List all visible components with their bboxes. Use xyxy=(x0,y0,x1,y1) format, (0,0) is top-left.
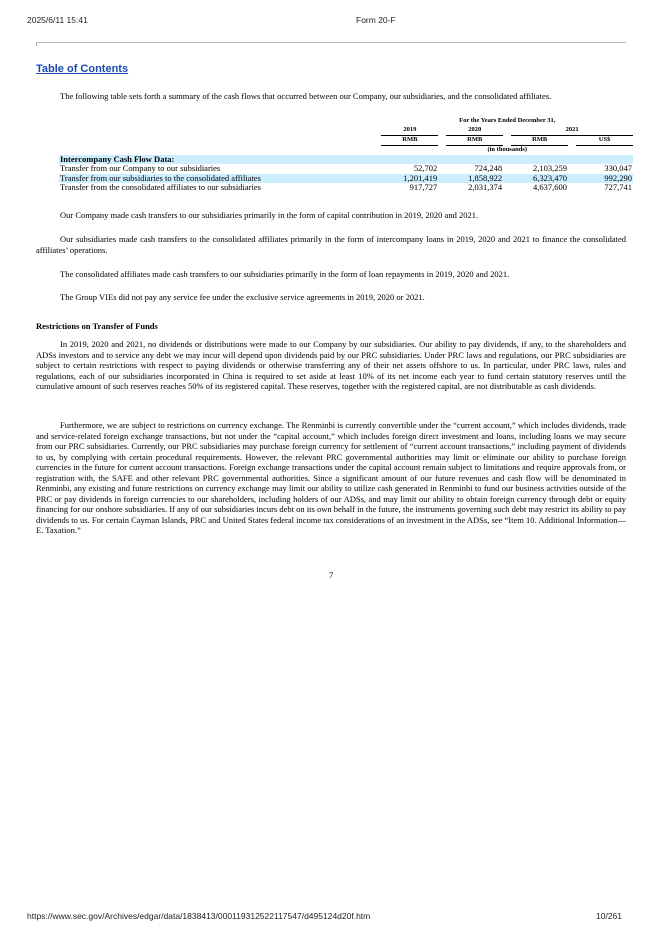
currency-2021-usd: US$ xyxy=(576,135,633,145)
row-label: Transfer from our Company to our subsidiaries xyxy=(60,163,221,173)
intro-paragraph: The following table sets forth a summary of the cash flows that occurred between our Company, our subsidiaries, and the consolidated affiliates. xyxy=(60,91,552,101)
cell-value: 724,248 xyxy=(474,163,503,173)
cell-value: 330,047 xyxy=(604,163,632,173)
cell-value: 727,741 xyxy=(604,182,632,192)
period-header: For the Years Ended December 31, xyxy=(459,117,556,124)
divider-tick xyxy=(36,42,37,46)
cell-value: 2,031,374 xyxy=(468,182,503,192)
paragraph: The consolidated affiliates made cash transfers to our subsidiaries primarily in the form of loan repayments in 2019, 2020 and 2021. xyxy=(60,269,510,279)
currency-2021-rmb: RMB xyxy=(511,135,568,145)
section-title: Intercompany Cash Flow Data: xyxy=(59,155,381,165)
year-2019: 2019 xyxy=(381,126,438,136)
year-2021: 2021 xyxy=(511,126,633,136)
cell-value: 1,858,922 xyxy=(446,174,503,184)
paragraph: Furthermore, we are subject to restrictions on currency exchange. The Renminbi is currently convertible under the “current account,” which includes dividends, trade and service-related foreign exchange transactions, but not under the “capital account,” which includes foreign direct investment and loans, including loans we may secure from our PRC subsidiaries. Currently, our PRC subsidiaries may purchase foreign currency for settlement of “current account transactions,” including payment of dividends to us, by complying with certain procedural requirements. However, the relevant PRC governmental authorities may limit or eliminate our ability to purchase foreign currencies in the future for current account transactions. Foreign exchange transactions under the capital account remain subject to limitations and require approvals from, or registration with, the SAFE and other relevant PRC governmental authorities. Since a significant amount of our future revenues and cash flow will be denominated in Renminbi, any existing and future restrictions on currency exchange may limit our ability to utilize cash generated in Renminbi to fund our business activities outside of the PRC or pay dividends in foreign currencies to our shareholders, including holders of our ADSs, and may limit our ability to obtain foreign currency through debt or equity financing for our onshore subsidiaries. If any of our subsidiaries incurs debt on its own behalf in the future, the instruments governing such debt may restrict its ability to pay dividends to us. For certain Cayman Islands, PRC and United States federal income tax considerations of an investment in the ADSs, see “Item 10. Additional Information—E. Taxation.” xyxy=(36,420,626,535)
table-of-contents-link[interactable]: Table of Contents xyxy=(36,63,129,75)
paragraph: In 2019, 2020 and 2021, no dividends or distributions were made to our Company by our subsidiaries. Our ability to pay dividends, if any, to the shareholders and ADSs investors and to service any debt we may incur will depend upon dividends paid by our PRC subsidiaries. Under PRC laws and regulations, our PRC subsidiaries are subject to certain restrictions with respect to paying dividends or otherwise transferring any of their net assets offshore to us. In particular, under PRC laws, rules and regulations, each of our subsidiaries incorporated in China is required to set aside at least 10% of its net income each year to fund certain statutory reserves until the cumulative amount of such reserves reaches 50% of its registered capital. These reserves, together with the registered capital, are not distributable as cash dividends. xyxy=(36,339,626,391)
table-row xyxy=(59,183,633,193)
currency-2019: RMB xyxy=(381,135,438,145)
row-label: Transfer from our subsidiaries to the consolidated affiliates xyxy=(59,174,381,184)
cell-value: 992,290 xyxy=(576,174,633,184)
document-url: https://www.sec.gov/Archives/edgar/data/1838413/000119312522117547/d495124d20f.htm xyxy=(27,911,371,921)
unit-note: (in thousands) xyxy=(487,146,528,154)
print-datetime: 2025/6/11 15:41 xyxy=(27,15,88,25)
currency-2020: RMB xyxy=(446,135,503,145)
print-title: Form 20-F xyxy=(356,15,396,25)
divider xyxy=(36,42,626,43)
cell-value: 1,201,419 xyxy=(381,174,438,184)
cell-value: 52,702 xyxy=(413,163,438,173)
paragraph: Our subsidiaries made cash transfers to the consolidated affiliates primarily in the form of intercompany loans in 2019, 2020 and 2021 to finance the consolidated affiliates’ operations. xyxy=(36,234,626,255)
cell-value: 4,637,600 xyxy=(533,182,568,192)
cash-flow-table xyxy=(59,116,633,193)
row-label: Transfer from the consolidated affiliates to our subsidiaries xyxy=(60,182,261,192)
paragraph: Our Company made cash transfers to our subsidiaries primarily in the form of capital contribution in 2019, 2020 and 2021. xyxy=(60,210,479,220)
section-heading: Restrictions on Transfer of Funds xyxy=(36,321,158,331)
year-2020: 2020 xyxy=(446,126,503,136)
paragraph: The Group VIEs did not pay any service fee under the exclusive service agreements in 2019, 2020 or 2021. xyxy=(60,292,425,302)
print-page-count: 10/261 xyxy=(596,911,622,921)
page-number: 7 xyxy=(329,570,334,580)
cell-value: 2,103,259 xyxy=(533,163,568,173)
cell-value: 917,727 xyxy=(409,182,438,192)
cell-value: 6,323,470 xyxy=(511,174,568,184)
